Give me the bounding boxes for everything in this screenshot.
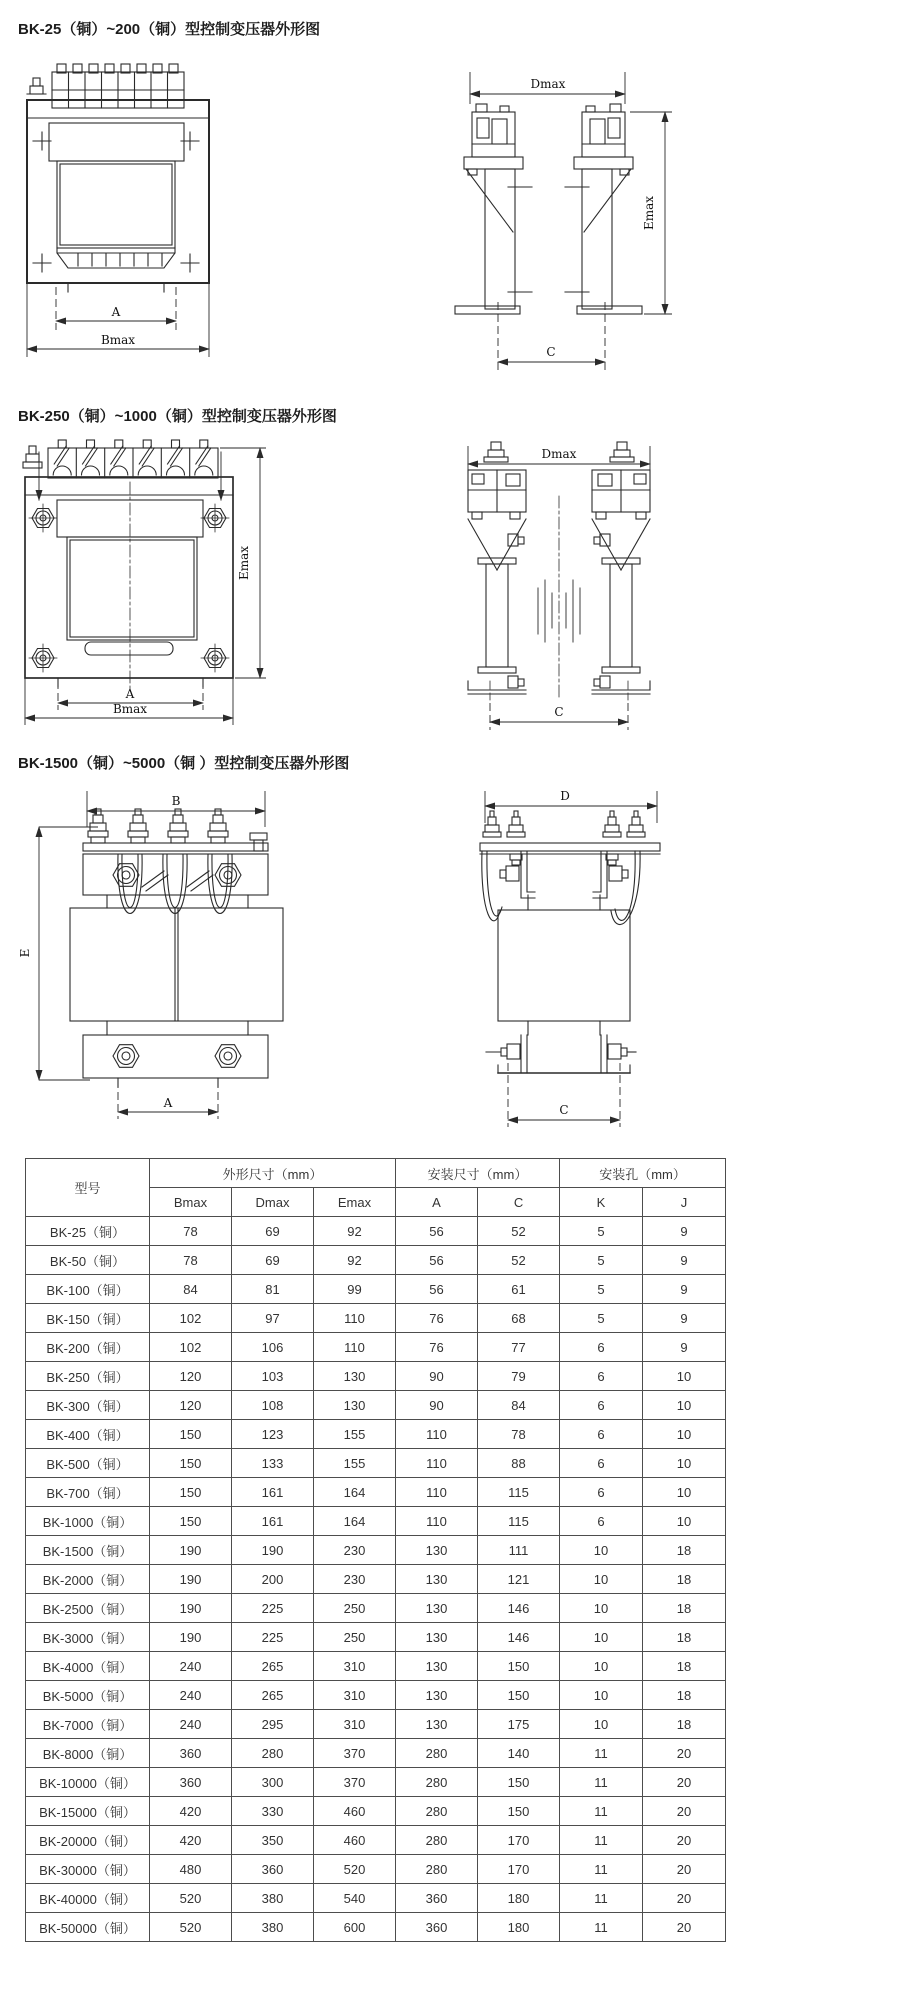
cell-model: BK-300（铜） (26, 1391, 150, 1420)
cell-value: 11 (560, 1826, 643, 1855)
cell-value: 420 (150, 1797, 232, 1826)
cell-value: 230 (314, 1536, 396, 1565)
cell-value: 225 (232, 1623, 314, 1652)
cell-value: 130 (396, 1681, 478, 1710)
s1-transformer-body (27, 100, 209, 292)
s1-side-structure (455, 104, 642, 314)
cell-value: 110 (314, 1333, 396, 1362)
cell-value: 97 (232, 1304, 314, 1333)
cell-value: 120 (150, 1391, 232, 1420)
cell-value: 18 (643, 1536, 726, 1565)
group-header-mounting-holes: 安装孔（mm） (560, 1159, 726, 1188)
cell-value: 69 (232, 1217, 314, 1246)
cell-value: 10 (643, 1391, 726, 1420)
group-header-mounting-dims: 安装尺寸（mm） (396, 1159, 560, 1188)
table-row (26, 1507, 726, 1536)
cell-value: 52 (478, 1246, 560, 1275)
cell-value: 360 (396, 1884, 478, 1913)
section3-heading: BK-1500（铜）~5000（铜 ）型控制变压器外形图 (18, 755, 350, 772)
cell-value: 79 (478, 1362, 560, 1391)
s2-front-view-drawing (10, 438, 280, 733)
cell-value: 6 (560, 1362, 643, 1391)
cell-model: BK-500（铜） (26, 1449, 150, 1478)
cell-value: 10 (560, 1536, 643, 1565)
cell-value: 240 (150, 1681, 232, 1710)
cell-value: 155 (314, 1449, 396, 1478)
cell-value: 280 (396, 1768, 478, 1797)
table-row (26, 1478, 726, 1507)
cell-value: 81 (232, 1275, 314, 1304)
cell-value: 10 (560, 1652, 643, 1681)
cell-value: 20 (643, 1826, 726, 1855)
cell-model: BK-20000（铜） (26, 1826, 150, 1855)
cell-value: 5 (560, 1275, 643, 1304)
table-row (26, 1652, 726, 1681)
s3-front-dim-a-label: A (163, 1096, 173, 1110)
cell-value: 360 (150, 1768, 232, 1797)
s3-side-structure (480, 811, 660, 1073)
col-header-dmax: Dmax (232, 1188, 314, 1217)
cell-value: 108 (232, 1391, 314, 1420)
cell-value: 140 (478, 1739, 560, 1768)
cell-value: 150 (478, 1652, 560, 1681)
s2-side-structure (468, 442, 650, 700)
cell-value: 280 (232, 1739, 314, 1768)
s1-side-dim-c-label: C (546, 345, 556, 359)
cell-value: 300 (232, 1768, 314, 1797)
cell-value: 102 (150, 1333, 232, 1362)
cell-value: 480 (150, 1855, 232, 1884)
table-row (26, 1710, 726, 1739)
s3-front-view-drawing (10, 783, 340, 1133)
cell-model: BK-4000（铜） (26, 1652, 150, 1681)
cell-value: 10 (643, 1362, 726, 1391)
table-row (26, 1826, 726, 1855)
cell-value: 20 (643, 1797, 726, 1826)
cell-value: 330 (232, 1797, 314, 1826)
cell-value: 10 (560, 1594, 643, 1623)
cell-value: 78 (150, 1217, 232, 1246)
cell-value: 20 (643, 1884, 726, 1913)
cell-value: 52 (478, 1217, 560, 1246)
cell-model: BK-200（铜） (26, 1333, 150, 1362)
s2-transformer-body (25, 452, 233, 690)
cell-value: 111 (478, 1536, 560, 1565)
cell-value: 150 (478, 1768, 560, 1797)
cell-value: 200 (232, 1565, 314, 1594)
cell-value: 20 (643, 1768, 726, 1797)
s2-terminal-block (23, 440, 218, 478)
table-row (26, 1449, 726, 1478)
cell-value: 190 (150, 1565, 232, 1594)
table-row (26, 1739, 726, 1768)
s2-front-dim-bmax-label: Bmax (112, 702, 148, 716)
cell-value: 420 (150, 1826, 232, 1855)
s2-front-dimensions (25, 448, 266, 725)
cell-value: 10 (643, 1449, 726, 1478)
cell-value: 295 (232, 1710, 314, 1739)
cell-value: 190 (150, 1623, 232, 1652)
cell-model: BK-700（铜） (26, 1478, 150, 1507)
cell-model: BK-50000（铜） (26, 1913, 150, 1942)
cell-value: 10 (643, 1478, 726, 1507)
cell-value: 280 (396, 1855, 478, 1884)
cell-value: 350 (232, 1826, 314, 1855)
table-row (26, 1884, 726, 1913)
cell-value: 380 (232, 1913, 314, 1942)
s1-front-dim-a-label: A (111, 305, 121, 319)
cell-value: 69 (232, 1246, 314, 1275)
cell-model: BK-100（铜） (26, 1275, 150, 1304)
cell-value: 520 (314, 1855, 396, 1884)
cell-value: 170 (478, 1855, 560, 1884)
table-row (26, 1797, 726, 1826)
group-header-outline-dims: 外形尺寸（mm） (150, 1159, 396, 1188)
cell-value: 110 (396, 1420, 478, 1449)
table-row (26, 1391, 726, 1420)
table-row (26, 1623, 726, 1652)
section1-heading: BK-25（铜）~200（铜）型控制变压器外形图 (18, 21, 321, 38)
cell-value: 76 (396, 1333, 478, 1362)
cell-value: 102 (150, 1304, 232, 1333)
cell-value: 380 (232, 1884, 314, 1913)
col-header-a: A (396, 1188, 478, 1217)
cell-value: 360 (232, 1855, 314, 1884)
col-header-model: 型号 (26, 1159, 150, 1217)
table-row (26, 1362, 726, 1391)
cell-value: 9 (643, 1275, 726, 1304)
cell-value: 78 (478, 1420, 560, 1449)
cell-value: 10 (560, 1710, 643, 1739)
cell-value: 175 (478, 1710, 560, 1739)
cell-model: BK-40000（铜） (26, 1884, 150, 1913)
cell-value: 11 (560, 1797, 643, 1826)
cell-value: 10 (643, 1507, 726, 1536)
cell-value: 155 (314, 1420, 396, 1449)
cell-value: 130 (396, 1710, 478, 1739)
cell-value: 6 (560, 1333, 643, 1362)
cell-value: 240 (150, 1652, 232, 1681)
cell-value: 78 (150, 1246, 232, 1275)
cell-value: 164 (314, 1507, 396, 1536)
cell-value: 520 (150, 1913, 232, 1942)
cell-value: 190 (150, 1594, 232, 1623)
cell-value: 110 (314, 1304, 396, 1333)
cell-value: 5 (560, 1246, 643, 1275)
table-row (26, 1768, 726, 1797)
cell-model: BK-30000（铜） (26, 1855, 150, 1884)
cell-value: 18 (643, 1710, 726, 1739)
cell-value: 90 (396, 1391, 478, 1420)
s2-side-dim-dmax-label: Dmax (541, 447, 577, 461)
table-row (26, 1217, 726, 1246)
cell-model: BK-10000（铜） (26, 1768, 150, 1797)
cell-value: 84 (150, 1275, 232, 1304)
cell-value: 110 (396, 1449, 478, 1478)
cell-value: 56 (396, 1246, 478, 1275)
cell-value: 240 (150, 1710, 232, 1739)
cell-value: 10 (643, 1420, 726, 1449)
col-header-emax: Emax (314, 1188, 396, 1217)
col-header-bmax: Bmax (150, 1188, 232, 1217)
cell-value: 120 (150, 1362, 232, 1391)
cell-value: 150 (150, 1507, 232, 1536)
cell-value: 225 (232, 1594, 314, 1623)
cell-value: 250 (314, 1623, 396, 1652)
cell-value: 11 (560, 1884, 643, 1913)
section2-heading: BK-250（铜）~1000（铜）型控制变压器外形图 (18, 408, 337, 425)
cell-value: 190 (232, 1536, 314, 1565)
cell-model: BK-3000（铜） (26, 1623, 150, 1652)
cell-value: 520 (150, 1884, 232, 1913)
s2-side-view-drawing (450, 438, 680, 733)
cell-model: BK-1500（铜） (26, 1536, 150, 1565)
cell-value: 115 (478, 1478, 560, 1507)
cell-value: 121 (478, 1565, 560, 1594)
cell-value: 280 (396, 1797, 478, 1826)
cell-value: 180 (478, 1913, 560, 1942)
table-row (26, 1333, 726, 1362)
s1-side-dim-dmax-label: Dmax (530, 77, 566, 91)
table-row (26, 1594, 726, 1623)
cell-value: 110 (396, 1478, 478, 1507)
table-row (26, 1565, 726, 1594)
cell-value: 9 (643, 1246, 726, 1275)
cell-model: BK-25（铜） (26, 1217, 150, 1246)
cell-value: 280 (396, 1826, 478, 1855)
cell-value: 18 (643, 1623, 726, 1652)
cell-value: 130 (314, 1362, 396, 1391)
cell-value: 20 (643, 1739, 726, 1768)
cell-model: BK-5000（铜） (26, 1681, 150, 1710)
cell-value: 310 (314, 1652, 396, 1681)
cell-model: BK-150（铜） (26, 1304, 150, 1333)
cell-value: 130 (314, 1391, 396, 1420)
cell-value: 77 (478, 1333, 560, 1362)
s2-front-dim-a-label: A (125, 687, 135, 701)
cell-value: 310 (314, 1681, 396, 1710)
table-row (26, 1246, 726, 1275)
s3-front-structure (70, 809, 283, 1087)
cell-value: 61 (478, 1275, 560, 1304)
cell-value: 123 (232, 1420, 314, 1449)
cell-model: BK-7000（铜） (26, 1710, 150, 1739)
cell-value: 161 (232, 1507, 314, 1536)
cell-value: 76 (396, 1304, 478, 1333)
s3-side-view-drawing (478, 783, 743, 1138)
cell-model: BK-400（铜） (26, 1420, 150, 1449)
cell-value: 110 (396, 1507, 478, 1536)
cell-value: 84 (478, 1391, 560, 1420)
dimensions-table (25, 1158, 726, 1942)
cell-value: 9 (643, 1304, 726, 1333)
cell-model: BK-15000（铜） (26, 1797, 150, 1826)
cell-value: 161 (232, 1478, 314, 1507)
cell-value: 11 (560, 1913, 643, 1942)
cell-value: 130 (396, 1536, 478, 1565)
cell-value: 11 (560, 1768, 643, 1797)
cell-model: BK-2500（铜） (26, 1594, 150, 1623)
cell-value: 6 (560, 1449, 643, 1478)
s3-side-dim-c-label: C (559, 1103, 569, 1117)
cell-value: 130 (396, 1623, 478, 1652)
cell-value: 150 (150, 1420, 232, 1449)
cell-value: 265 (232, 1681, 314, 1710)
cell-value: 150 (478, 1681, 560, 1710)
s3-side-dimensions (485, 791, 657, 1127)
cell-value: 250 (314, 1594, 396, 1623)
col-header-k: K (560, 1188, 643, 1217)
cell-value: 190 (150, 1536, 232, 1565)
cell-value: 18 (643, 1681, 726, 1710)
s2-side-dim-c-label: C (554, 705, 564, 719)
cell-value: 6 (560, 1391, 643, 1420)
s3-front-dim-e-label: E (18, 948, 32, 958)
table-group-header-row (26, 1159, 726, 1188)
table-row (26, 1304, 726, 1333)
s2-front-dim-emax-label: Emax (237, 545, 251, 581)
cell-model: BK-1000（铜） (26, 1507, 150, 1536)
cell-value: 115 (478, 1507, 560, 1536)
cell-value: 150 (150, 1449, 232, 1478)
cell-value: 99 (314, 1275, 396, 1304)
cell-value: 9 (643, 1333, 726, 1362)
cell-value: 150 (150, 1478, 232, 1507)
table-row (26, 1275, 726, 1304)
cell-value: 540 (314, 1884, 396, 1913)
table-row (26, 1420, 726, 1449)
cell-value: 130 (396, 1652, 478, 1681)
cell-value: 5 (560, 1217, 643, 1246)
cell-value: 150 (478, 1797, 560, 1826)
cell-value: 18 (643, 1565, 726, 1594)
cell-value: 18 (643, 1594, 726, 1623)
cell-value: 103 (232, 1362, 314, 1391)
s3-front-dim-b-label: B (171, 794, 181, 808)
cell-value: 56 (396, 1217, 478, 1246)
cell-value: 68 (478, 1304, 560, 1333)
cell-value: 20 (643, 1913, 726, 1942)
cell-value: 130 (396, 1594, 478, 1623)
table-row (26, 1681, 726, 1710)
col-header-c: C (478, 1188, 560, 1217)
s1-terminal-strip (27, 64, 184, 108)
cell-model: BK-50（铜） (26, 1246, 150, 1275)
col-header-j: J (643, 1188, 726, 1217)
s1-front-dim-bmax-label: Bmax (100, 333, 136, 347)
cell-model: BK-250（铜） (26, 1362, 150, 1391)
cell-value: 10 (560, 1623, 643, 1652)
table-row (26, 1855, 726, 1884)
s1-side-view-drawing (420, 56, 680, 376)
cell-value: 6 (560, 1420, 643, 1449)
s3-side-dim-d-label: D (560, 789, 570, 803)
cell-value: 130 (396, 1565, 478, 1594)
cell-value: 10 (560, 1681, 643, 1710)
cell-value: 10 (560, 1565, 643, 1594)
cell-value: 20 (643, 1855, 726, 1884)
cell-value: 370 (314, 1768, 396, 1797)
cell-model: BK-8000（铜） (26, 1739, 150, 1768)
cell-value: 170 (478, 1826, 560, 1855)
s2-mounting-holes (29, 504, 229, 672)
cell-value: 6 (560, 1478, 643, 1507)
table-row (26, 1913, 726, 1942)
cell-value: 133 (232, 1449, 314, 1478)
cell-value: 370 (314, 1739, 396, 1768)
cell-value: 11 (560, 1739, 643, 1768)
cell-value: 56 (396, 1275, 478, 1304)
s3-front-dimensions (39, 791, 265, 1119)
cell-value: 90 (396, 1362, 478, 1391)
cell-value: 18 (643, 1652, 726, 1681)
dimensions-table-body (26, 1217, 726, 1942)
cell-value: 6 (560, 1507, 643, 1536)
cell-value: 146 (478, 1623, 560, 1652)
cell-value: 310 (314, 1710, 396, 1739)
table-row (26, 1536, 726, 1565)
cell-value: 106 (232, 1333, 314, 1362)
cell-value: 180 (478, 1884, 560, 1913)
cell-value: 460 (314, 1797, 396, 1826)
cell-value: 600 (314, 1913, 396, 1942)
cell-value: 360 (396, 1913, 478, 1942)
cell-value: 92 (314, 1217, 396, 1246)
cell-value: 460 (314, 1826, 396, 1855)
cell-value: 92 (314, 1246, 396, 1275)
cell-model: BK-2000（铜） (26, 1565, 150, 1594)
cell-value: 88 (478, 1449, 560, 1478)
cell-value: 280 (396, 1739, 478, 1768)
cell-value: 230 (314, 1565, 396, 1594)
cell-value: 11 (560, 1855, 643, 1884)
s1-side-dim-emax-label: Emax (642, 195, 656, 231)
s1-front-view-drawing (12, 56, 212, 371)
cell-value: 265 (232, 1652, 314, 1681)
cell-value: 5 (560, 1304, 643, 1333)
cell-value: 146 (478, 1594, 560, 1623)
cell-value: 164 (314, 1478, 396, 1507)
cell-value: 360 (150, 1739, 232, 1768)
cell-value: 9 (643, 1217, 726, 1246)
